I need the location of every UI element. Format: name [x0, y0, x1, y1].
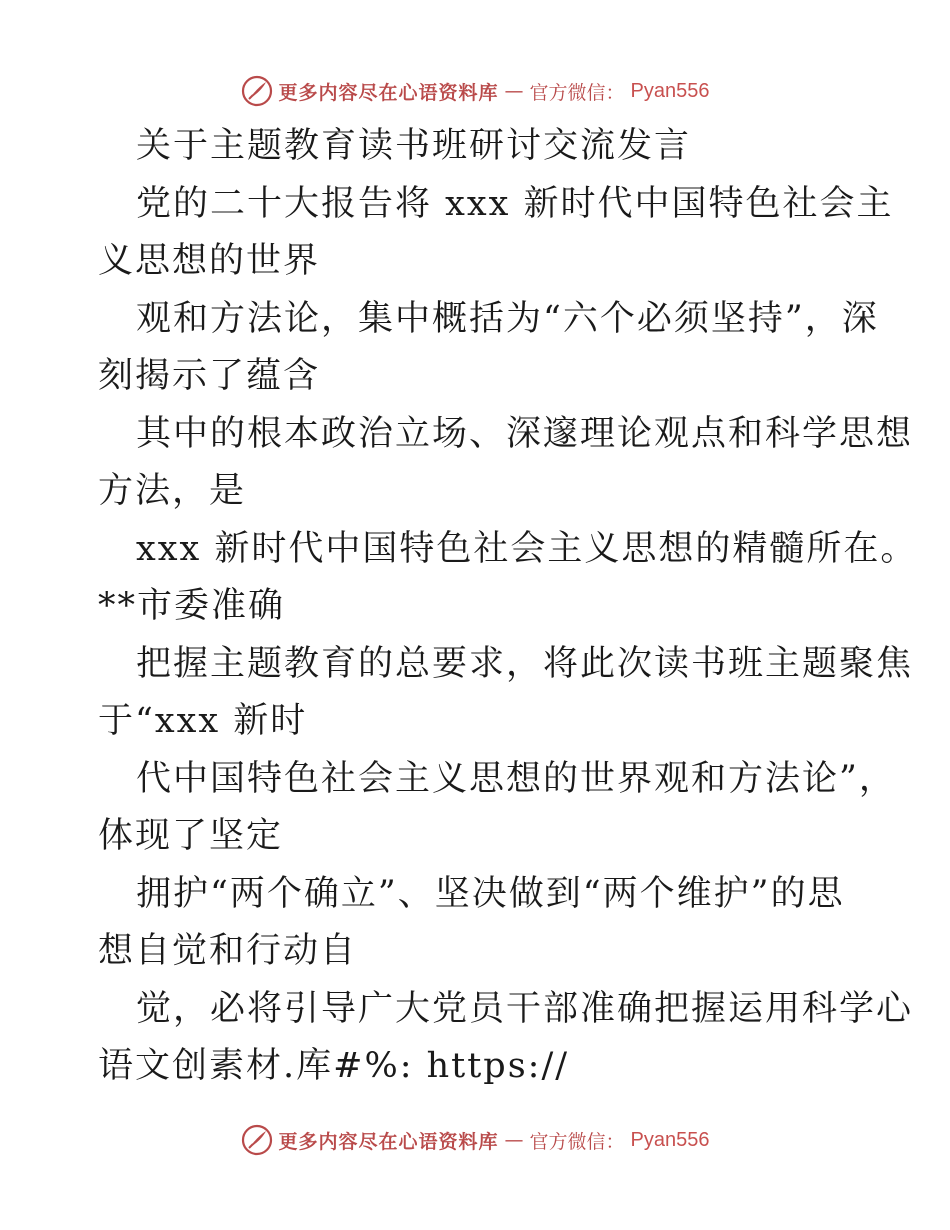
- paragraph-line: 体现了坚定: [98, 816, 284, 856]
- document-title: 关于主题教育读书班研讨交流发言: [136, 126, 692, 166]
- watermark-dash: —: [504, 80, 524, 102]
- paragraph-line: **市委准确: [98, 586, 286, 626]
- header-watermark: [0, 71, 950, 111]
- footer-watermark: [0, 1120, 950, 1160]
- paragraph-line: 刻揭示了蕴含: [98, 356, 321, 396]
- paragraph-line: 想自觉和行动自: [98, 931, 358, 971]
- watermark-dash: —: [504, 1129, 524, 1151]
- quill-pen-logo-icon: [241, 75, 273, 107]
- paragraph-line: 语文创素材.库#%: https://: [98, 1046, 570, 1086]
- paragraph-line: 方法，是: [98, 471, 247, 511]
- watermark-wechat-id: Pyan556: [630, 79, 710, 102]
- watermark-official-label: 官方微信：: [529, 81, 625, 104]
- watermark-brand-text: 更多内容尽在心语资料库: [278, 81, 499, 104]
- paragraph-line: xxx 新时代中国特色社会主义思想的精髓所在。: [136, 528, 918, 569]
- paragraph-line: 党的二十大报告将 xxx 新时代中国特色社会主: [136, 183, 894, 224]
- paragraph-line: 其中的根本政治立场、深邃理论观点和科学思想: [136, 413, 914, 454]
- quill-pen-logo-icon: [241, 1124, 273, 1156]
- paragraph-line: 觉，必将引导广大党员干部准确把握运用科学心: [136, 988, 914, 1029]
- paragraph-line: 代中国特色社会主义思想的世界观和方法论”，: [136, 758, 896, 799]
- document-body: [98, 118, 918, 1096]
- paragraph-line: 拥护“两个确立”、坚决做到“两个维护”的思: [136, 873, 845, 914]
- watermark-official-label: 官方微信：: [529, 1130, 625, 1153]
- paragraph-line: 于“xxx 新时: [98, 701, 308, 741]
- watermark-wechat-id: Pyan556: [630, 1128, 710, 1151]
- paragraph-line: 观和方法论，集中概括为“六个必须坚持”，深: [136, 298, 879, 339]
- watermark-brand-text: 更多内容尽在心语资料库: [278, 1130, 499, 1153]
- paragraph-line: 把握主题教育的总要求，将此次读书班主题聚焦: [136, 643, 914, 684]
- paragraph-line: 义思想的世界: [98, 241, 321, 281]
